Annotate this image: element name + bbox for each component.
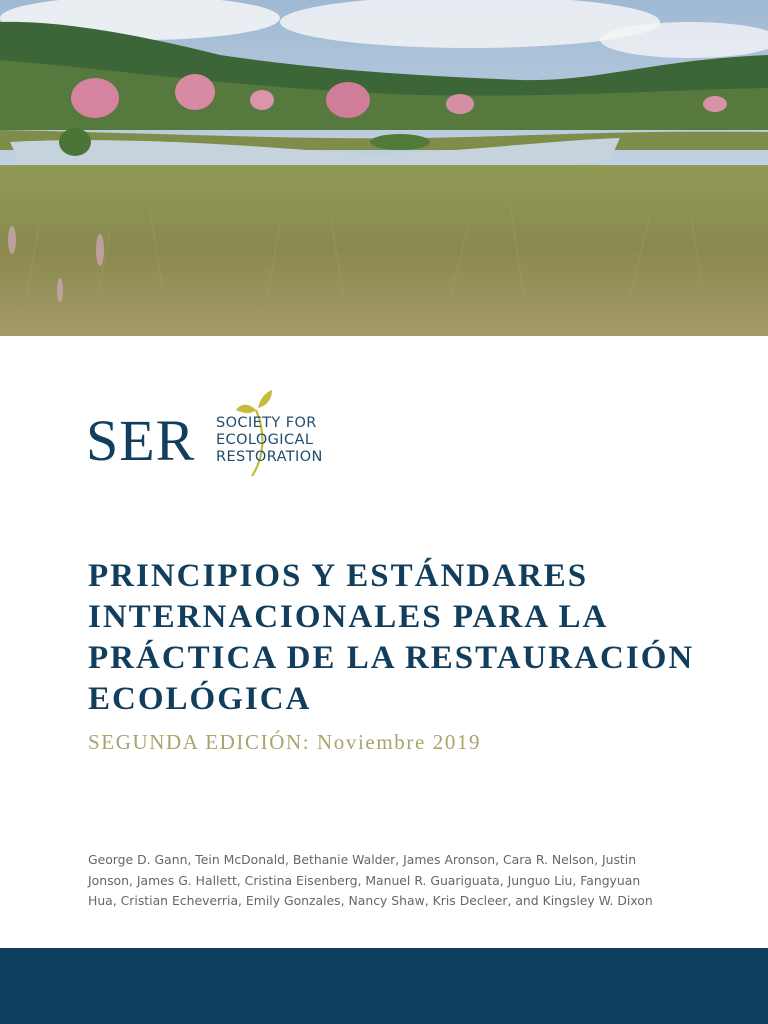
author-line: Jonson, James G. Hallett, Cristina Eisenberg, Manuel R. Guariguata, Junguo Liu, Fangyuan xyxy=(88,872,641,888)
author-list xyxy=(88,850,688,912)
logo-line: RESTORATION xyxy=(216,449,323,465)
title-line: ECOLÓGICA xyxy=(88,681,312,717)
logo-mark: SER xyxy=(86,408,196,473)
logo-wordmark xyxy=(216,415,323,466)
document-title xyxy=(88,556,728,720)
footer-band xyxy=(0,948,768,1024)
logo-line: SOCIETY FOR xyxy=(216,415,317,431)
ser-logo[interactable] xyxy=(86,388,326,478)
author-line: George D. Gann, Tein McDonald, Bethanie Walder, James Aronson, Cara R. Nelson, Justin xyxy=(88,852,637,867)
cover-photo xyxy=(0,0,768,336)
title-line: PRINCIPIOS Y ESTÁNDARES xyxy=(88,558,589,594)
edition-subtitle: SEGUNDA EDICIÓN: Noviembre 2019 xyxy=(88,730,482,754)
wetland-landscape-image xyxy=(0,0,768,336)
title-line: INTERNACIONALES PARA LA xyxy=(88,599,609,635)
logo-line: ECOLOGICAL xyxy=(216,432,314,448)
title-line: PRÁCTICA DE LA RESTAURACIÓN xyxy=(88,640,695,676)
author-line: Hua, Cristian Echeverria, Emily Gonzales, Nancy Shaw, Kris Decleer, and Kingsley W. Dixon xyxy=(88,893,653,908)
